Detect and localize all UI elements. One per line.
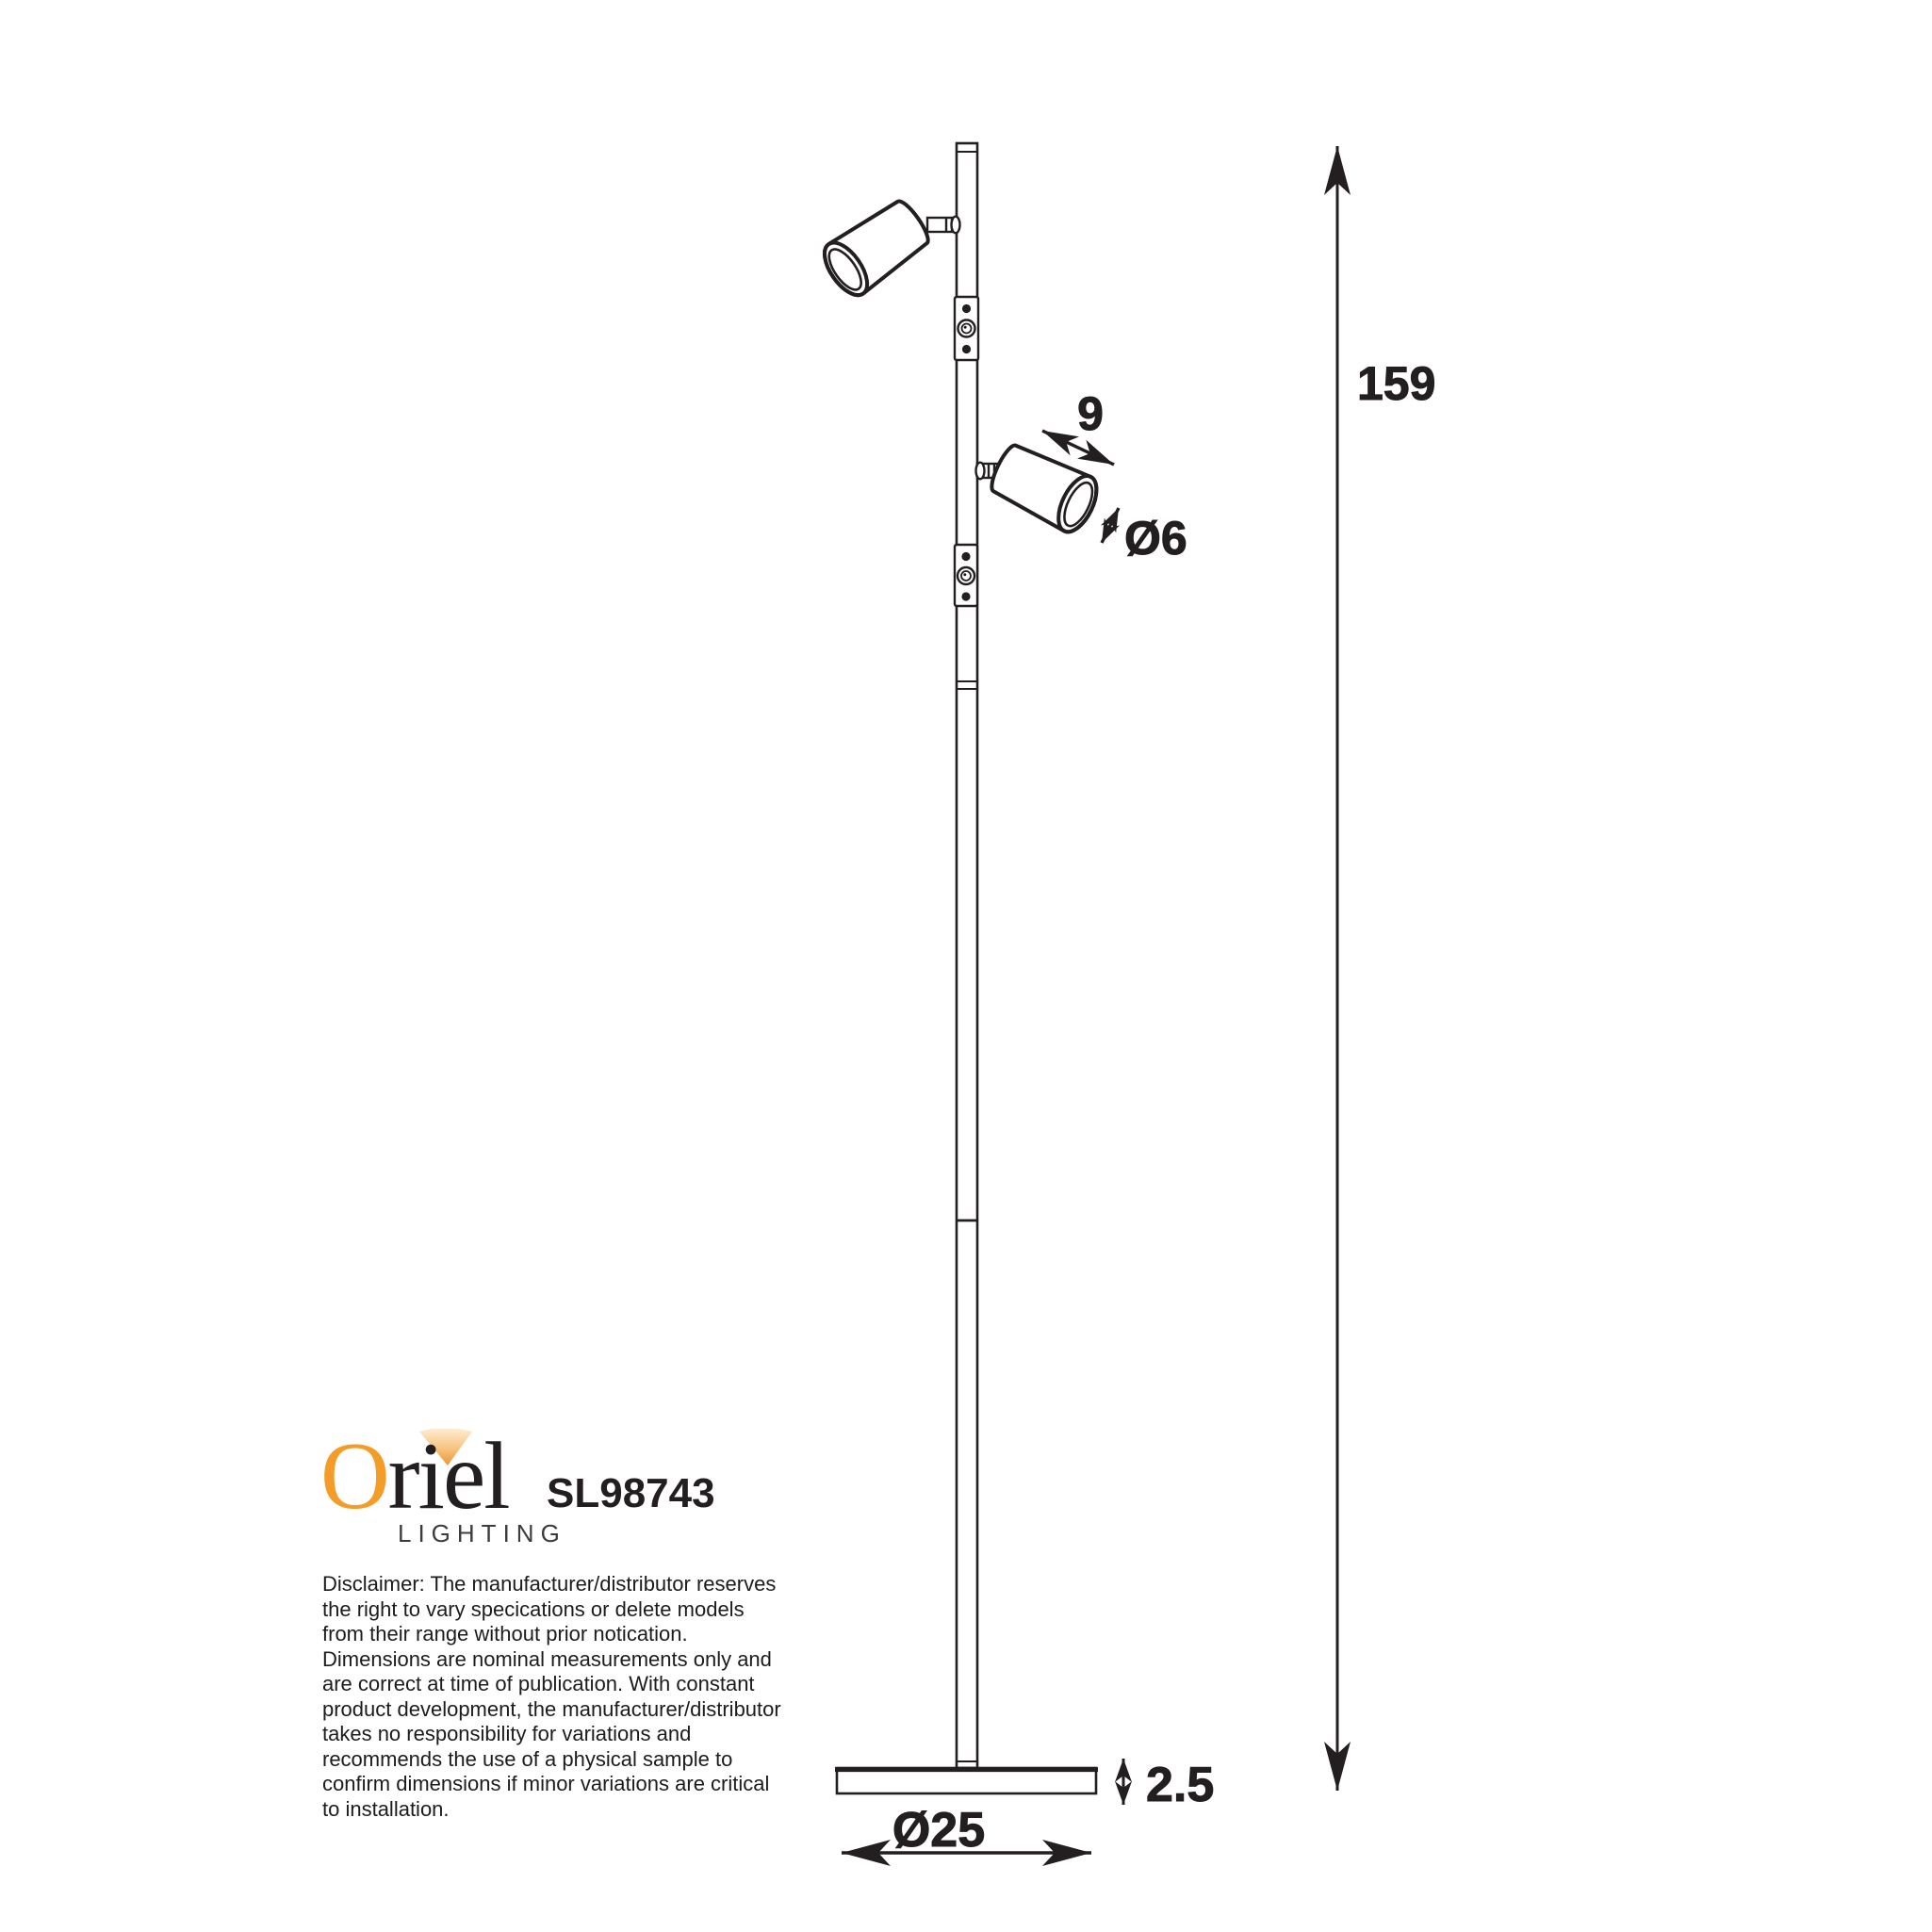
upper-switch-plate — [955, 297, 978, 360]
disclaimer-line: are correct at time of publication. With constant — [322, 1672, 755, 1695]
height-dimension-label: 159 — [1357, 357, 1436, 410]
upper-spotlight-head — [816, 193, 935, 302]
head-length-label: 9 — [1077, 387, 1104, 440]
dimension-annotations — [842, 146, 1435, 1858]
disclaimer-line: Disclaimer: The manufacturer/distributor reserves — [322, 1572, 777, 1596]
disclaimer-line: from their range without prior notication. — [322, 1622, 688, 1645]
brand-initial: O — [320, 1423, 388, 1530]
model-number: SL98743 — [547, 1470, 715, 1516]
disclaimer-line: Dimensions are nominal measurements only and — [322, 1646, 772, 1671]
lamp-base — [835, 1768, 1098, 1793]
brand-tagline: LIGHTING — [398, 1519, 566, 1547]
base-diameter-label: Ø25 — [892, 1803, 986, 1858]
disclaimer-text — [322, 1572, 781, 1822]
disclaimer-line: the right to vary specications or delete models — [322, 1596, 745, 1621]
disclaimer-line: to installation. — [322, 1796, 450, 1821]
lower-switch-plate — [955, 545, 977, 606]
disclaimer-line: product development, the manufacturer/distributor — [322, 1696, 781, 1721]
base-thickness-label: 2.5 — [1146, 1758, 1215, 1812]
disclaimer-line: takes no responsibility for variations and — [322, 1722, 692, 1745]
lamp-illustration — [816, 143, 1105, 1793]
brand-rest: riel — [387, 1423, 509, 1530]
disclaimer-line: recommends the use of a physical sample to — [322, 1746, 733, 1771]
brand-name — [320, 1423, 509, 1530]
disclaimer-line: confirm dimensions if minor variations are critical — [322, 1772, 770, 1795]
lamp-pole — [957, 143, 977, 1768]
upper-spot-arm — [927, 217, 960, 234]
head-diameter-arrow — [1102, 508, 1119, 543]
head-diameter-label: Ø6 — [1124, 512, 1187, 565]
